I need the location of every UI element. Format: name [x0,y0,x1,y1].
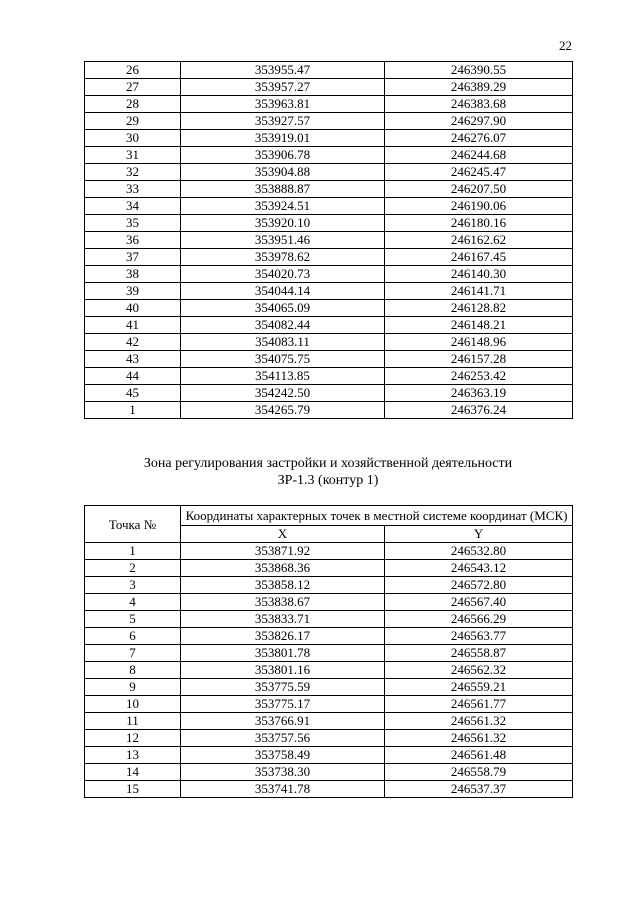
y-coordinate-cell: 246566.29 [385,611,573,628]
x-coordinate-cell: 354044.14 [181,283,385,300]
point-number-cell: 39 [85,283,181,300]
x-coordinate-cell: 354113.85 [181,368,385,385]
y-coordinate-cell: 246141.71 [385,283,573,300]
y-coordinate-cell: 246537.37 [385,781,573,798]
y-coordinate-cell: 246561.77 [385,696,573,713]
page-number: 22 [559,38,572,53]
point-number-cell: 36 [85,232,181,249]
y-coordinate-cell: 246561.48 [385,747,573,764]
point-number-cell: 32 [85,164,181,181]
table-row [85,368,573,385]
y-coordinate-cell: 246148.21 [385,317,573,334]
table-row [85,130,573,147]
x-coordinate-cell: 353833.71 [181,611,385,628]
x-coordinate-cell: 353924.51 [181,198,385,215]
x-coordinate-cell: 353766.91 [181,713,385,730]
x-coordinate-cell: 353757.56 [181,730,385,747]
table-row [85,645,573,662]
x-coordinate-cell: 353826.17 [181,628,385,645]
table-row [85,113,573,130]
y-coordinate-cell: 246558.87 [385,645,573,662]
header-x: X [181,526,385,543]
x-coordinate-cell: 353904.88 [181,164,385,181]
table-row [85,713,573,730]
table-row [85,215,573,232]
point-number-cell: 6 [85,628,181,645]
point-number-cell: 3 [85,577,181,594]
x-coordinate-cell: 353741.78 [181,781,385,798]
y-coordinate-cell: 246572.80 [385,577,573,594]
y-coordinate-cell: 246558.79 [385,764,573,781]
point-number-cell: 26 [85,62,181,79]
y-coordinate-cell: 246543.12 [385,560,573,577]
table-row [85,62,573,79]
section-title-line-1: Зона регулирования застройки и хозяйственной деятельности [143,456,513,471]
x-coordinate-cell: 353920.10 [181,215,385,232]
table-row [85,679,573,696]
point-number-cell: 10 [85,696,181,713]
point-number-cell: 45 [85,385,181,402]
x-coordinate-cell: 353963.81 [181,96,385,113]
y-coordinate-cell: 246563.77 [385,628,573,645]
table-row [85,543,573,560]
table-row [85,730,573,747]
y-coordinate-cell: 246162.62 [385,232,573,249]
y-coordinate-cell: 246207.50 [385,181,573,198]
point-number-cell: 41 [85,317,181,334]
table-body [85,62,573,419]
point-number-cell: 2 [85,560,181,577]
point-number-cell: 7 [85,645,181,662]
x-coordinate-cell: 353775.59 [181,679,385,696]
y-coordinate-cell: 246244.68 [385,147,573,164]
y-coordinate-cell: 246140.30 [385,266,573,283]
y-coordinate-cell: 246376.24 [385,402,573,419]
y-coordinate-cell: 246253.42 [385,368,573,385]
point-number-cell: 1 [85,543,181,560]
header-point-number: Точка № [85,506,181,543]
point-number-cell: 44 [85,368,181,385]
table-row [85,747,573,764]
x-coordinate-cell: 353955.47 [181,62,385,79]
point-number-cell: 40 [85,300,181,317]
y-coordinate-cell: 246532.80 [385,543,573,560]
y-coordinate-cell: 246128.82 [385,300,573,317]
x-coordinate-cell: 354065.09 [181,300,385,317]
x-coordinate-cell: 353738.30 [181,764,385,781]
coordinates-table-zr-1-3 [84,505,573,798]
point-number-cell: 9 [85,679,181,696]
point-number-cell: 29 [85,113,181,130]
y-coordinate-cell: 246297.90 [385,113,573,130]
point-number-cell: 4 [85,594,181,611]
header-y: Y [385,526,573,543]
point-number-cell: 11 [85,713,181,730]
x-coordinate-cell: 353888.87 [181,181,385,198]
x-coordinate-cell: 353758.49 [181,747,385,764]
x-coordinate-cell: 353775.17 [181,696,385,713]
y-coordinate-cell: 246148.96 [385,334,573,351]
table-row [85,696,573,713]
point-number-cell: 27 [85,79,181,96]
x-coordinate-cell: 354265.79 [181,402,385,419]
x-coordinate-cell: 354242.50 [181,385,385,402]
table-row [85,300,573,317]
point-number-cell: 42 [85,334,181,351]
y-coordinate-cell: 246559.21 [385,679,573,696]
x-coordinate-cell: 353957.27 [181,79,385,96]
table-row [85,164,573,181]
x-coordinate-cell: 354020.73 [181,266,385,283]
section-title [84,455,572,489]
point-number-cell: 35 [85,215,181,232]
table-row [85,351,573,368]
y-coordinate-cell: 246245.47 [385,164,573,181]
point-number-cell: 12 [85,730,181,747]
y-coordinate-cell: 246561.32 [385,730,573,747]
table-row [85,79,573,96]
point-number-cell: 5 [85,611,181,628]
table-row [85,266,573,283]
table-row [85,628,573,645]
x-coordinate-cell: 354083.11 [181,334,385,351]
table-row [85,96,573,113]
point-number-cell: 8 [85,662,181,679]
y-coordinate-cell: 246157.28 [385,351,573,368]
x-coordinate-cell: 353858.12 [181,577,385,594]
point-number-cell: 43 [85,351,181,368]
table-row [85,662,573,679]
table-row [85,402,573,419]
point-number-cell: 1 [85,402,181,419]
table-row [85,232,573,249]
y-coordinate-cell: 246567.40 [385,594,573,611]
x-coordinate-cell: 353871.92 [181,543,385,560]
table-row [85,198,573,215]
table-body [85,543,573,798]
point-number-cell: 14 [85,764,181,781]
table-row [85,781,573,798]
point-number-cell: 28 [85,96,181,113]
x-coordinate-cell: 353919.01 [181,130,385,147]
x-coordinate-cell: 353838.67 [181,594,385,611]
y-coordinate-cell: 246276.07 [385,130,573,147]
section-title-line-2: ЗР-1.3 (контур 1) [277,473,379,488]
y-coordinate-cell: 246383.68 [385,96,573,113]
point-number-cell: 15 [85,781,181,798]
table-row [85,611,573,628]
header-row [85,506,573,526]
y-coordinate-cell: 246180.16 [385,215,573,232]
x-coordinate-cell: 353951.46 [181,232,385,249]
x-coordinate-cell: 353801.78 [181,645,385,662]
x-coordinate-cell: 353906.78 [181,147,385,164]
point-number-cell: 38 [85,266,181,283]
table-row [85,249,573,266]
point-number-cell: 33 [85,181,181,198]
x-coordinate-cell: 353927.57 [181,113,385,130]
y-coordinate-cell: 246561.32 [385,713,573,730]
table-row [85,385,573,402]
point-number-cell: 34 [85,198,181,215]
point-number-cell: 31 [85,147,181,164]
x-coordinate-cell: 353801.16 [181,662,385,679]
table-row [85,594,573,611]
header-coordinates: Координаты характерных точек в местной системе координат (МСК) [181,506,573,526]
y-coordinate-cell: 246562.32 [385,662,573,679]
table-row [85,560,573,577]
y-coordinate-cell: 246190.06 [385,198,573,215]
table-row [85,147,573,164]
table-row [85,181,573,198]
point-number-cell: 30 [85,130,181,147]
y-coordinate-cell: 246363.19 [385,385,573,402]
table-row [85,317,573,334]
y-coordinate-cell: 246389.29 [385,79,573,96]
table-row [85,283,573,300]
point-number-cell: 37 [85,249,181,266]
table-row [85,334,573,351]
point-number-cell: 13 [85,747,181,764]
y-coordinate-cell: 246390.55 [385,62,573,79]
table-header [85,506,573,543]
x-coordinate-cell: 354075.75 [181,351,385,368]
x-coordinate-cell: 354082.44 [181,317,385,334]
x-coordinate-cell: 353978.62 [181,249,385,266]
table-row [85,764,573,781]
table-row [85,577,573,594]
x-coordinate-cell: 353868.36 [181,560,385,577]
y-coordinate-cell: 246167.45 [385,249,573,266]
coordinates-table-continued [84,61,573,419]
